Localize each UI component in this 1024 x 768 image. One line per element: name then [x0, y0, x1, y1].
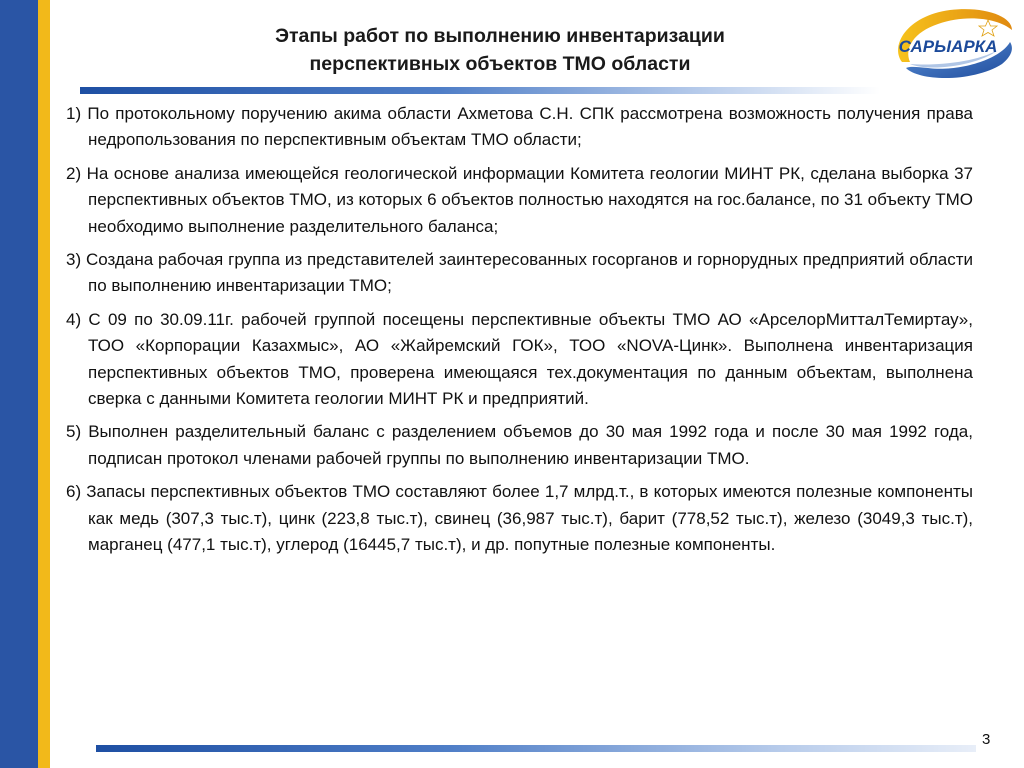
saryarka-logo	[888, 2, 1018, 84]
title-underline	[80, 87, 880, 94]
slide-title-line-2: перспективных объектов ТМО области	[309, 53, 691, 75]
page-number: 3	[982, 731, 991, 748]
list-item: 6) Запасы перспективных объектов ТМО составляют более 1,7 млрд.т., в которых имеются полезные компоненты как медь (307,3 тыс.т), цинк (223,8 тыс.т), свинец (36,987 тыс.т), барит (778,52 тыс.т), железо (3049,3 тыс.т), марганец (477,1 тыс.т), углерод (16445,7 тыс.т), и др. попутные полезные компоненты.	[66, 482, 973, 555]
list-item: 2) На основе анализа имеющейся геологической информации Комитета геологии МИНТ РК, сделана выборка 37 перспективных объектов ТМО, из которых 6 объектов полностью находятся на гос.балансе, по 31 объекту ТМО необходимо выполнение разделительного баланса;	[66, 163, 973, 236]
list-item: 4) С 09 по 30.09.11г. рабочей группой посещены перспективные объекты ТМО АО «АрселорМитталТемиртау», ТОО «Корпорации Казахмыс», АО «Жайремский ГОК», ТОО «NOVA-Цинк». Выполнена инвентаризация перспективных объектов ТМО, проверена имеющаяся тех.документация по данным объектам, выполнена сверка с данными Комитета геологии МИНТ РК и предприятий.	[66, 309, 973, 409]
slide-title-line-1: Этапы работ по выполнению инвентаризации	[275, 25, 725, 47]
list-item: 1) По протокольному поручению акима области Ахметова С.Н. СПК рассмотрена возможность получения права недропользования по перспективным объектам ТМО области;	[66, 104, 973, 150]
footer-rule	[96, 745, 976, 752]
left-accent-bar	[0, 0, 48, 768]
stages-list	[66, 101, 973, 566]
list-item: 3) Создана рабочая группа из представителей заинтересованных госорганов и горнорудных предприятий области по выполнению инвентаризации ТМО;	[66, 250, 973, 296]
left-accent-stripe	[38, 0, 50, 768]
slide-title	[160, 22, 840, 78]
logo-text: САРЫАРКА	[898, 37, 998, 56]
list-item: 5) Выполнен разделительный баланс с разделением объемов до 30 мая 1992 года и после 30 мая 1992 года, подписан протокол членами рабочей группы по выполнению инвентаризации ТМО.	[66, 422, 973, 468]
